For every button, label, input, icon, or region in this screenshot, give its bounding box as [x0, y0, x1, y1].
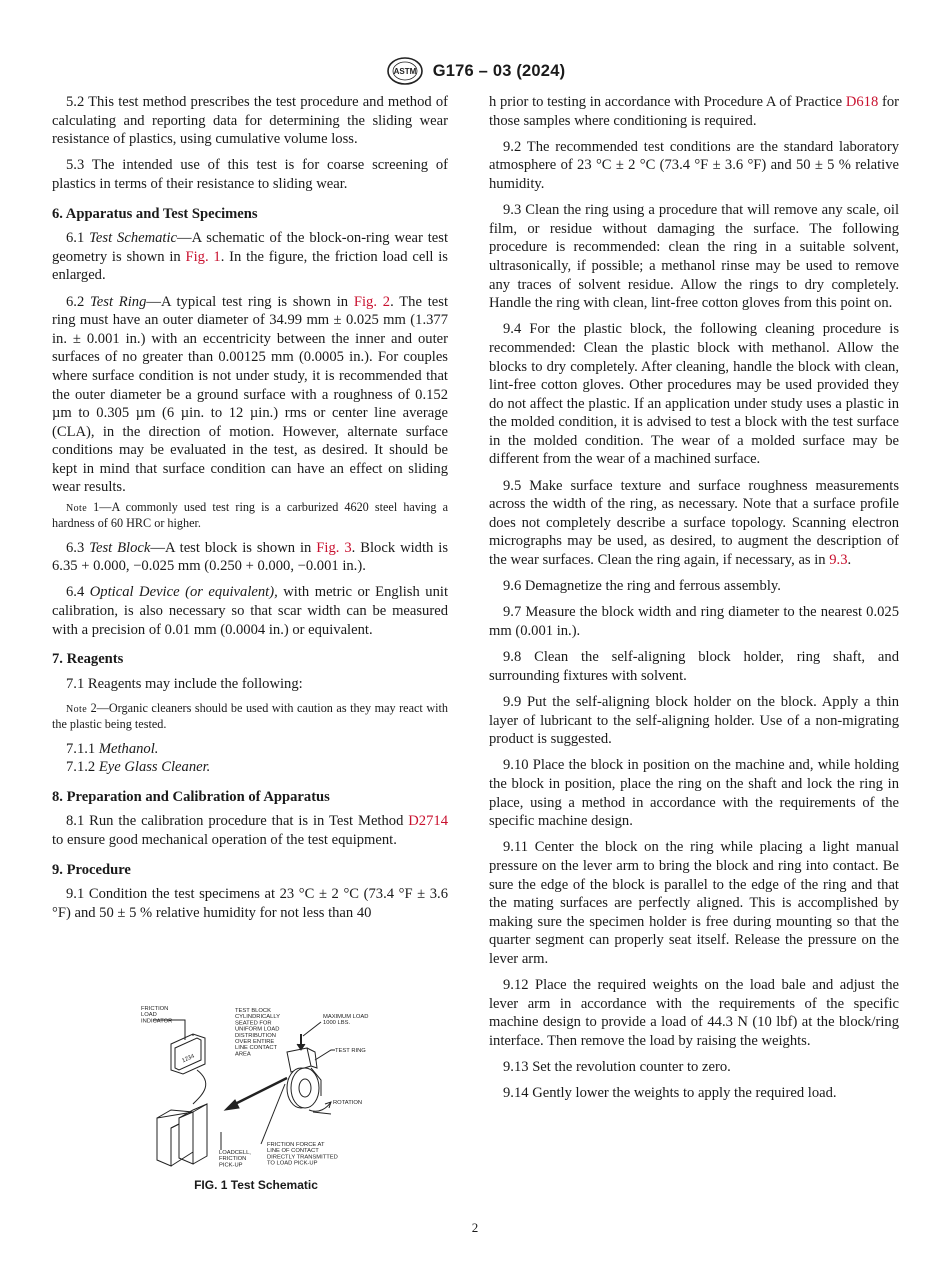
- para-9-13: 9.13 Set the revolution counter to zero.: [503, 1059, 731, 1076]
- left-column: [52, 93, 448, 930]
- para-9-10: 9.10 Place the block in position on the machine and, while holding the block in position, place the ring on the shaft and lock the ring in place, using a method in accordance with the requirements of the specific machine design.: [489, 757, 899, 830]
- d618-link[interactable]: D618: [845, 94, 879, 110]
- figure-label-loadcell: LOADCELL,: [219, 1150, 251, 1156]
- fig-3-link[interactable]: Fig. 3: [316, 539, 352, 556]
- figure-label-friction-load-indicator: LOAD: [141, 1012, 157, 1019]
- right-column: [489, 93, 899, 1110]
- figure-label-maximum-load: 1000 LBS.: [323, 1020, 351, 1027]
- figure-label-maximum-load: MAXIMUM LOAD: [323, 1014, 369, 1020]
- para-9-4: 9.4 For the plastic block, the following cleaning procedure is recommended: Clean the plastic block with methanol. Allow the blocks to dry completely. After cleaning, handle the block with clean, lint-free cotton gloves. Other procedures may be used provided they do not affect the plastic. If an application under study uses a plastic in the molded condition, it is advised to test a block with the test surface in the molded condition. The wear of a molded surface may be different from the wear of a machined surface.: [489, 321, 899, 468]
- figure-label-friction-force: FRICTION FORCE AT: [267, 1142, 325, 1148]
- fig-1-link[interactable]: Fig. 1: [185, 248, 221, 265]
- para-5-2: 5.2 This test method prescribes the test procedure and method of calculating and reporting data for determining the sliding wear resistance of plastics, using cumulative volume loss.: [52, 94, 448, 148]
- d2714-link[interactable]: D2714: [408, 813, 448, 830]
- figure-label-test-block: CYLINDRICALLY: [235, 1014, 280, 1021]
- para-9-1: 9.1 Condition the test specimens at 23 °C ± 2 °C (73.4 °F ± 3.6 °F) and 50 ± 5 % relative humidity for not less than 40: [52, 886, 448, 921]
- figure-label-rotation: ROTATION: [333, 1100, 363, 1106]
- figure-label-test-block: LINE CONTACT: [235, 1045, 278, 1052]
- fig-2-link[interactable]: Fig. 2: [353, 293, 391, 310]
- figure-1-test-schematic: [135, 1000, 375, 1170]
- para-9-11: 9.11 Center the block on the ring while placing a light manual pressure on the lever arm to bring the block and ring into contact. Be sure the edge of the block is parallel to the edge of the ring and that the mating surfaces are perfectly aligned. This is accomplished by making sure the specimen holder is free during mounting so that the quarter segment can properly seat itself. Release the pressure on the lever arm.: [489, 839, 899, 967]
- para-5-3: 5.3 The intended use of this test is for coarse screening of plastics in terms of their resistance to sliding wear.: [52, 157, 448, 192]
- para-9-7: 9.7 Measure the block width and ring diameter to the nearest 0.025 mm (0.001 in.).: [489, 604, 899, 639]
- para-9-14: 9.14 Gently lower the weights to apply the required load.: [503, 1085, 837, 1102]
- figure-label-friction-force: TO LOAD PICK-UP: [267, 1160, 318, 1167]
- astm-logo-icon: [385, 56, 425, 86]
- figure-label-test-block: SEATED FOR: [235, 1020, 272, 1027]
- para-9-6: 9.6 Demagnetize the ring and ferrous assembly.: [503, 578, 781, 595]
- friction-load-indicator-shape: [171, 1034, 205, 1074]
- para-6-4: 6.4 Optical Device (or equivalent), with metric or English unit calibration, is also necessary so that scar width can be measured with a precision of 0.01 mm (0.0004 in.) or equivalent.: [52, 584, 448, 638]
- page-header: [0, 56, 950, 86]
- page-number: 2: [471, 1220, 479, 1235]
- para-9-8: 9.8 Clean the self-aligning block holder, ring shaft, and surrounding fixtures with solvent.: [489, 649, 899, 684]
- figure-label-test-block: AREA: [235, 1051, 251, 1058]
- section-6-heading: 6. Apparatus and Test Specimens: [52, 205, 258, 222]
- figure-label-loadcell: FRICTION: [219, 1156, 247, 1163]
- figure-label-test-ring: TEST RING: [335, 1048, 366, 1054]
- logo-text: ASTM: [393, 67, 417, 76]
- para-9-12: 9.12 Place the required weights on the load bale and adjust the lever arm in accordance with the requirements of the specific machine design to provide a load of 44.3 N (10 lbf) at the block/ring interface. Then remove the load by raising the weights.: [489, 977, 899, 1049]
- para-6-1: 6.1 Test Schematic—A schematic of the block-on-ring wear test geometry is shown in Fig. 1. In the figure, the friction load cell is enlarged.: [52, 230, 449, 284]
- section-7-heading: 7. Reagents: [52, 651, 124, 668]
- figure-label-test-block: OVER ENTIRE: [235, 1039, 275, 1045]
- para-9-3: 9.3 Clean the ring using a procedure that will remove any scale, oil film, or residue without damaging the surface. The following procedure is recommended: clean the ring in a suitable solvent, ultrasonically, if possible; a methanol rinse may be used to remove any traces of solvent residue. Allow the rings to dry completely. Handle the ring with clean, lint-free cotton gloves from this point on.: [489, 202, 899, 312]
- para-9-5: 9.5 Make surface texture and surface roughness measurements across the width of the ring, as necessary. Note that a surface profile does not completely describe a surface topology. Scanning electron micrographs may be used, as desired, to augment the description of the wear surfaces. Clean the ring again, if necessary, as in 9.3.: [489, 477, 899, 569]
- para-6-2: 6.2 Test Ring—A typical test ring is shown in Fig. 2. The test ring must have an outer diameter of 34.99 mm ± 0.025 mm (1.377 in. ± 0.001 in.) with an eccentricity between the inner and outer surfaces of no greater than 0.00125 mm (0.0005 in.). For couples where surface condition is not under study, it is recommended that the outer diameter be a ground surface with a roughness of 0.152 µm to 0.305 µm (6 µin. to 12 µin.) rms or center line average (CLA), in the direction of motion. However, alternate surface conditions may be evaluated in the test, as desired. It should be kept in mind that surface condition can have an effect on sliding wear results.: [52, 293, 449, 496]
- para-8-1: 8.1 Run the calibration procedure that is in Test Method D2714 to ensure good mechanical operation of the test equipment.: [52, 813, 448, 848]
- section-9-3-link[interactable]: 9.3: [829, 552, 848, 569]
- section-9-heading: 9. Procedure: [52, 861, 131, 878]
- para-7-1-1: 7.1.1 Methanol.: [66, 740, 159, 757]
- section-8-heading: 8. Preparation and Calibration of Apparatus: [52, 788, 330, 805]
- note-2: Note 2—Organic cleaners should be used with caution as they may react with the plastic being tested.: [52, 701, 448, 732]
- para-6-3: 6.3 Test Block—A test block is shown in Fig. 3. Block width is 6.35 + 0.000, −0.025 mm (0.250 + 0.000, −0.001 in.).: [52, 539, 449, 575]
- document-designation: G176 – 03 (2024): [432, 61, 566, 80]
- load-indicator-value: 1234: [181, 1053, 196, 1065]
- loadcell-shape: [157, 1112, 193, 1166]
- figure-label-friction-force: LINE OF CONTACT: [267, 1148, 319, 1155]
- figure-label-loadcell: PICK-UP: [219, 1162, 243, 1169]
- para-7-1-2: 7.1.2 Eye Glass Cleaner.: [66, 759, 211, 776]
- para-9-1-continued: h prior to testing in accordance with Procedure A of Practice D618 for those samples where conditioning is required.: [489, 94, 900, 129]
- note-1: Note 1—A commonly used test ring is a carburized 4620 steel having a hardness of 60 HRC or higher.: [52, 500, 449, 531]
- para-9-9: 9.9 Put the self-aligning block holder on the block. Apply a thin layer of lubricant to the self-aligning holder. Use of a non-migrating product is suggested.: [489, 693, 899, 748]
- figure-label-test-block: UNIFORM LOAD: [235, 1026, 280, 1033]
- test-ring-shape: [287, 1068, 321, 1108]
- figure-label-friction-load-indicator: INDICATOR: [141, 1018, 173, 1025]
- para-7-1: 7.1 Reagents may include the following:: [66, 675, 303, 692]
- figure-label-test-block: DISTRIBUTION: [235, 1032, 276, 1039]
- figure-label-friction-force: DIRECTLY TRANSMITTED: [267, 1154, 338, 1161]
- para-9-2: 9.2 The recommended test conditions are the standard laboratory atmosphere of 23 °C ± 2 °C (73.4 °F ± 3.6 °F) and 50 ± 5 % relative humidity.: [489, 138, 899, 192]
- figure-label-friction-load-indicator: FRICTION: [141, 1006, 169, 1012]
- figure-1-caption: FIG. 1 Test Schematic: [194, 1178, 318, 1192]
- figure-label-test-block: TEST BLOCK: [235, 1008, 271, 1014]
